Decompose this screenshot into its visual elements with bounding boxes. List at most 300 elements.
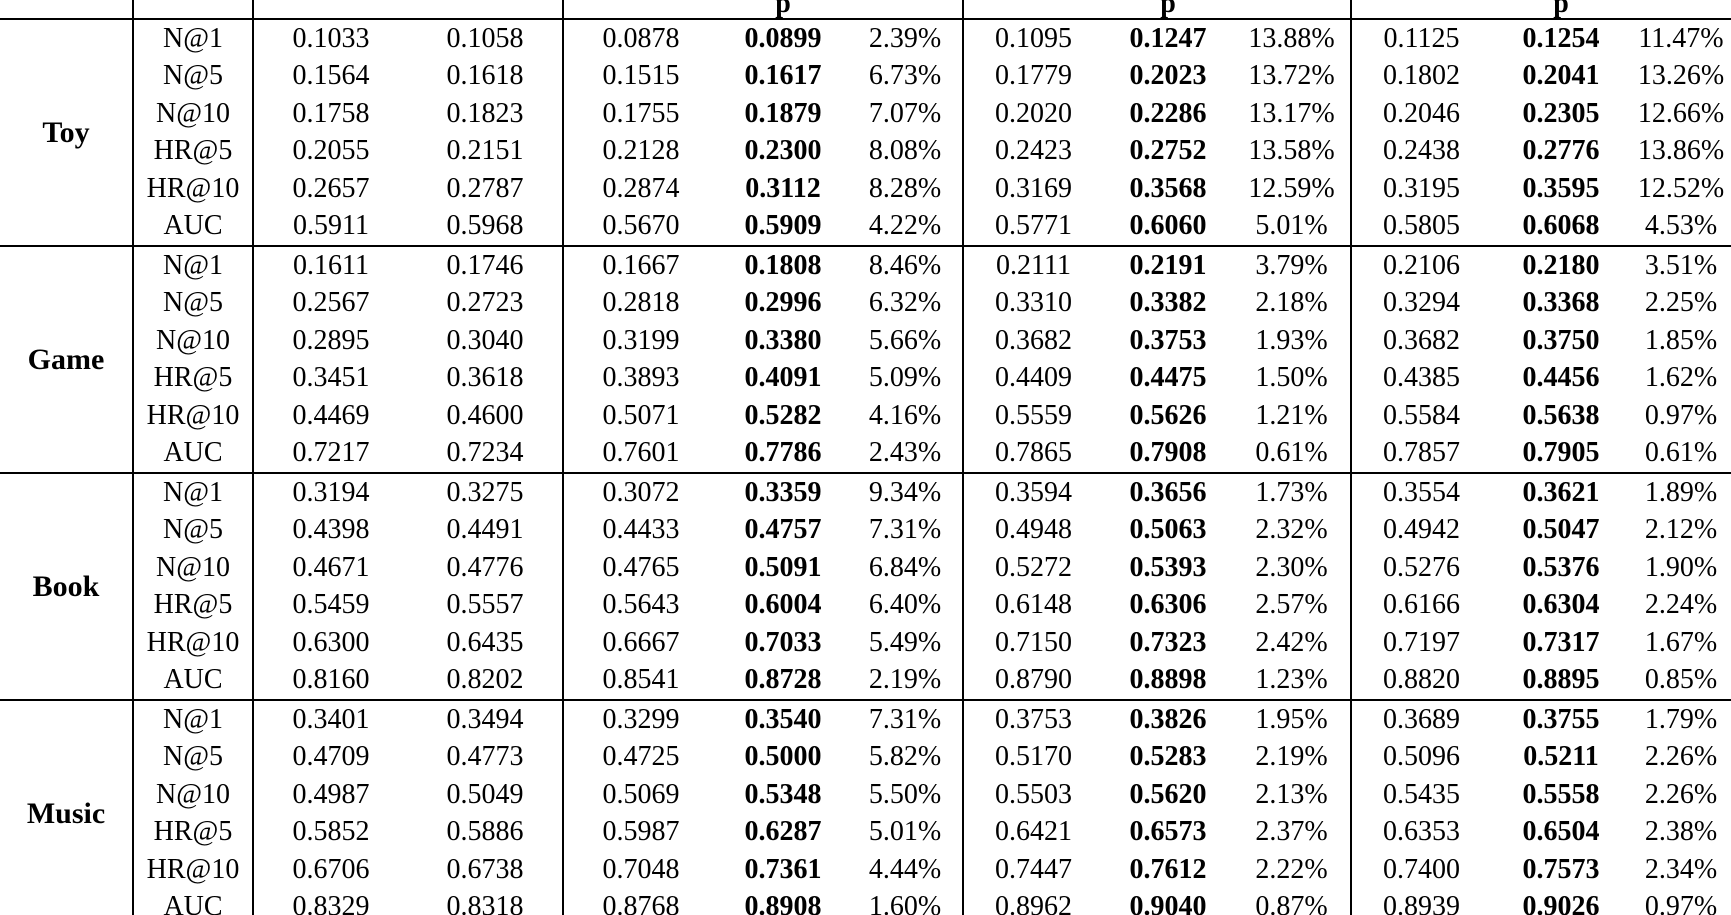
value-cell: 0.6738 [408,851,563,889]
value-cell: 2.37% [1233,814,1351,852]
value-cell: 0.4725 [602,741,680,773]
value-cell: 5.50% [848,776,963,814]
value-cell: 0.7323 [1129,626,1207,658]
value-cell: 0.97% [1631,889,1731,915]
value-cell: 0.2041 [1522,60,1600,92]
value-cell: 0.8898 [1103,662,1233,701]
value-cell: 13.58% [1233,133,1351,171]
value-cell: 0.5091 [744,551,822,583]
table-row [0,700,1731,739]
header-cell [963,0,1103,19]
value-cell: 12.66% [1637,97,1725,129]
value-cell: 0.5459 [292,589,370,621]
value-cell: 0.3451 [292,362,370,394]
value-cell: 0.2023 [1129,60,1207,92]
value-cell: 0.6667 [602,626,680,658]
value-cell: 0.2895 [292,324,370,356]
value-cell: 0.1617 [744,60,822,92]
value-cell: 0.4456 [1522,362,1600,394]
value-cell: 0.7048 [602,853,680,885]
metric-label: N@1 [133,473,253,512]
value-cell: 0.8820 [1351,662,1491,701]
value-cell: 3.51% [1631,246,1731,285]
value-cell: 0.4469 [292,399,370,431]
value-cell: 0.7865 [963,435,1103,474]
table-row [0,889,1731,915]
metric-label: N@1 [133,19,253,58]
value-cell: 4.44% [848,851,963,889]
value-cell: 0.6306 [1129,589,1207,621]
value-cell: 0.2776 [1522,135,1600,167]
table-row [0,624,1731,662]
metric-label: N@5 [133,739,253,777]
value-cell: 0.8318 [408,889,563,915]
header-cell: p [1160,0,1176,19]
value-cell: 2.19% [848,662,963,701]
metric-label: AUC [133,889,253,915]
value-cell: 2.22% [1233,851,1351,889]
value-cell: 0.3359 [718,473,848,512]
metric-label: HR@10 [133,624,253,662]
value-cell: 0.6068 [1491,208,1631,247]
value-cell: 4.16% [848,397,963,435]
value-cell: 2.13% [1233,776,1351,814]
value-cell: 0.5000 [744,741,822,773]
value-cell: 0.7400 [1383,853,1460,885]
value-cell: 0.3072 [563,473,718,512]
value-cell: 0.5063 [1129,514,1207,546]
value-cell: 0.4398 [292,514,370,546]
value-cell: 0.5620 [1129,778,1207,810]
value-cell: 8.08% [848,133,963,171]
metric-label: AUC [133,435,253,474]
value-cell: 0.2055 [292,135,370,167]
value-cell: 1.67% [1644,626,1718,658]
value-cell: 0.8329 [253,889,408,915]
value-cell: 0.1254 [1491,19,1631,58]
value-cell: 0.6060 [1103,208,1233,247]
value-cell: 0.3494 [408,700,563,739]
table-row [0,512,1731,550]
value-cell: 0.5559 [995,399,1072,431]
value-cell: 0.8541 [563,662,718,701]
value-cell: 0.3040 [408,322,563,360]
value-cell: 0.3753 [963,700,1103,739]
table-row [0,473,1731,512]
value-cell: 0.6148 [995,589,1072,621]
value-cell: 5.49% [848,624,963,662]
metric-label: HR@5 [133,587,253,625]
value-cell: 0.7908 [1103,435,1233,474]
value-cell: 0.3368 [1522,287,1600,319]
value-cell: 1.95% [1233,700,1351,739]
value-cell: 7.31% [848,512,963,550]
value-cell: 0.1033 [253,19,408,58]
value-cell: 0.9026 [1491,889,1631,915]
value-cell: 0.4776 [408,549,563,587]
value-cell: 0.2657 [292,172,370,204]
value-cell: 0.7197 [1383,626,1460,658]
value-cell: 0.1779 [995,60,1072,92]
value-cell: 0.3199 [602,324,680,356]
value-cell: 0.2818 [602,287,680,319]
value-cell: 0.3294 [1383,287,1460,319]
value-cell: 0.4987 [292,778,370,810]
value-cell: 0.3195 [1383,172,1460,204]
value-cell: 0.3893 [602,362,680,394]
value-cell: 7.07% [848,95,963,133]
value-cell: 0.8939 [1351,889,1491,915]
value-cell: 0.7217 [253,435,408,474]
value-cell: 0.8160 [253,662,408,701]
value-cell: 0.3755 [1491,700,1631,739]
value-cell: 0.7150 [995,626,1072,658]
value-cell: 0.3595 [1522,172,1600,204]
table-row [0,776,1731,814]
value-cell: 0.2111 [963,246,1103,285]
header-cell [563,0,718,19]
value-cell: 2.57% [1233,587,1351,625]
value-cell: 0.7857 [1351,435,1491,474]
value-cell: 0.6435 [408,624,563,662]
value-cell: 0.2106 [1351,246,1491,285]
value-cell: 0.3753 [1129,324,1207,356]
value-cell: 0.5584 [1383,399,1460,431]
value-cell: 2.24% [1644,589,1718,621]
metric-label: N@5 [133,58,253,96]
value-cell: 0.3826 [1103,700,1233,739]
header-cell: p [775,0,791,19]
value-cell: 0.1515 [602,60,680,92]
value-cell: 0.5911 [253,208,408,247]
value-cell: 0.6706 [292,853,370,885]
value-cell: 0.3540 [718,700,848,739]
table-row [0,814,1731,852]
metric-label: N@10 [133,322,253,360]
value-cell: 0.7601 [563,435,718,474]
value-cell: 1.90% [1644,551,1718,583]
header-cell [1233,0,1351,19]
value-cell: 0.2723 [408,285,563,323]
value-cell: 0.5852 [292,816,370,848]
value-cell: 0.3169 [995,172,1072,204]
value-cell: 0.1564 [292,60,370,92]
header-cell [1351,0,1491,19]
value-cell: 4.53% [1631,208,1731,247]
value-cell: 0.97% [1644,399,1718,431]
value-cell: 0.2128 [602,135,680,167]
value-cell: 0.7786 [718,435,848,474]
value-cell: 0.1746 [408,246,563,285]
value-cell: 1.23% [1233,662,1351,701]
value-cell: 0.3656 [1103,473,1233,512]
value-cell: 0.5376 [1522,551,1600,583]
value-cell: 0.5170 [995,741,1072,773]
value-cell: 0.3750 [1522,324,1600,356]
value-cell: 0.6287 [744,816,822,848]
value-cell: 0.7361 [744,853,822,885]
value-cell: 0.85% [1631,662,1731,701]
value-cell: 0.5049 [408,776,563,814]
table-row [0,360,1731,398]
value-cell: 0.2423 [995,135,1072,167]
value-cell: 0.4475 [1129,362,1207,394]
value-cell: 0.3310 [995,287,1072,319]
value-cell: 0.7612 [1129,853,1207,885]
table-row [0,208,1731,247]
value-cell: 0.2020 [995,97,1072,129]
dataset-label: Music [0,700,133,915]
value-cell: 2.25% [1644,287,1718,319]
value-cell: 2.30% [1233,549,1351,587]
metric-label: N@10 [133,549,253,587]
value-cell: 0.7905 [1491,435,1631,474]
value-cell: 0.2300 [744,135,822,167]
value-cell: 0.6300 [292,626,370,658]
table-row [0,549,1731,587]
value-cell: 0.4433 [602,514,680,546]
value-cell: 2.18% [1233,285,1351,323]
value-cell: 0.3682 [995,324,1072,356]
value-cell: 0.61% [1631,435,1731,474]
value-cell: 0.1808 [718,246,848,285]
table-row [0,662,1731,701]
value-cell: 0.7317 [1522,626,1600,658]
value-cell: 2.26% [1644,778,1718,810]
table-row [0,170,1731,208]
value-cell: 0.2787 [408,170,563,208]
value-cell: 0.5886 [408,814,563,852]
value-cell: 0.5638 [1522,399,1600,431]
value-cell: 0.6004 [744,589,822,621]
metric-label: HR@5 [133,133,253,171]
value-cell: 2.12% [1644,514,1718,546]
value-cell: 2.39% [848,19,963,58]
dataset-label: Game [0,246,133,473]
value-cell: 4.22% [848,208,963,247]
value-cell: 0.2438 [1383,135,1460,167]
header-cell [848,0,963,19]
table-row [0,851,1731,889]
value-cell: 0.6166 [1383,589,1460,621]
header-cell [133,0,253,19]
value-cell: 6.32% [848,285,963,323]
value-cell: 0.61% [1233,435,1351,474]
value-cell: 0.1247 [1103,19,1233,58]
value-cell: 0.2305 [1522,97,1600,129]
value-cell: 9.34% [848,473,963,512]
value-cell: 0.3112 [745,172,821,204]
value-cell: 0.1095 [963,19,1103,58]
value-cell: 0.5670 [563,208,718,247]
value-cell: 0.5348 [744,778,822,810]
table-row [0,58,1731,96]
value-cell: 0.4491 [408,512,563,550]
value-cell: 0.4948 [995,514,1072,546]
value-cell: 0.3621 [1491,473,1631,512]
value-cell: 0.5283 [1129,741,1207,773]
value-cell: 0.6573 [1129,816,1207,848]
header-cell [253,0,408,19]
value-cell: 0.8895 [1491,662,1631,701]
table-row [0,739,1731,777]
value-cell: 0.5071 [602,399,680,431]
value-cell: 0.3568 [1129,172,1207,204]
value-cell: 1.85% [1644,324,1718,356]
metric-label: N@10 [133,776,253,814]
value-cell: 0.1879 [744,97,822,129]
value-cell: 2.19% [1233,739,1351,777]
value-cell: 0.0899 [718,19,848,58]
table-row [0,322,1731,360]
value-cell: 0.7573 [1522,853,1600,885]
value-cell: 2.43% [848,435,963,474]
value-cell: 0.6304 [1522,589,1600,621]
value-cell: 0.1058 [408,19,563,58]
table-row [0,19,1731,58]
value-cell: 0.6421 [995,816,1072,848]
value-cell: 5.66% [848,322,963,360]
value-cell: 0.9040 [1103,889,1233,915]
value-cell: 0.1618 [408,58,563,96]
value-cell: 0.4091 [744,362,822,394]
value-cell: 5.01% [1233,208,1351,247]
value-cell: 0.5211 [1523,741,1599,773]
value-cell: 13.17% [1233,95,1351,133]
value-cell: 0.5557 [408,587,563,625]
value-cell: 12.52% [1637,172,1725,204]
value-cell: 1.21% [1233,397,1351,435]
dataset-label: Toy [0,19,133,246]
value-cell: 1.79% [1631,700,1731,739]
value-cell: 0.5771 [963,208,1103,247]
value-cell: 0.2567 [292,287,370,319]
value-cell: 0.4757 [744,514,822,546]
value-cell: 0.5909 [718,208,848,247]
value-cell: 6.73% [848,58,963,96]
value-cell: 6.84% [848,549,963,587]
value-cell: 0.5282 [744,399,822,431]
value-cell: 13.86% [1637,135,1725,167]
value-cell: 0.1755 [602,97,680,129]
value-cell: 8.46% [848,246,963,285]
value-cell: 2.26% [1644,741,1718,773]
table-row [0,397,1731,435]
value-cell: 2.38% [1644,816,1718,848]
value-cell: 0.2151 [408,133,563,171]
header-cell [0,0,133,19]
value-cell: 0.7447 [995,853,1072,885]
value-cell: 1.62% [1644,362,1718,394]
value-cell: 0.5272 [995,551,1072,583]
value-cell: 0.4773 [408,739,563,777]
metric-label: HR@10 [133,170,253,208]
value-cell: 0.3299 [563,700,718,739]
value-cell: 0.2180 [1491,246,1631,285]
metric-label: N@10 [133,95,253,133]
value-cell: 0.5643 [602,589,680,621]
value-cell: 0.1758 [292,97,370,129]
value-cell: 0.5276 [1383,551,1460,583]
value-cell: 0.3594 [963,473,1103,512]
value-cell: 0.3382 [1129,287,1207,319]
value-cell: 0.3401 [253,700,408,739]
value-cell: 0.4709 [292,741,370,773]
value-cell: 0.2874 [602,172,680,204]
metric-label: HR@5 [133,814,253,852]
value-cell: 0.3689 [1351,700,1491,739]
value-cell: 5.82% [848,739,963,777]
value-cell: 0.87% [1233,889,1351,915]
table-row [0,285,1731,323]
value-cell: 0.2046 [1383,97,1460,129]
value-cell: 0.2752 [1129,135,1207,167]
value-cell: 0.5503 [995,778,1072,810]
header-row-cropped [0,0,1731,19]
value-cell: 0.7234 [408,435,563,474]
value-cell: 0.5096 [1383,741,1460,773]
value-cell: 0.5968 [408,208,563,247]
value-cell: 0.8790 [963,662,1103,701]
table-row [0,95,1731,133]
metric-label: HR@10 [133,851,253,889]
metric-label: N@5 [133,512,253,550]
dataset-label: Book [0,473,133,700]
table-row [0,133,1731,171]
value-cell: 0.5069 [602,778,680,810]
value-cell: 6.40% [848,587,963,625]
value-cell: 11.47% [1631,19,1731,58]
value-cell: 2.34% [1644,853,1718,885]
value-cell: 13.88% [1233,19,1351,58]
value-cell: 13.72% [1233,58,1351,96]
value-cell: 0.6353 [1383,816,1460,848]
value-cell: 2.32% [1233,512,1351,550]
value-cell: 0.3682 [1383,324,1460,356]
metric-label: HR@5 [133,360,253,398]
value-cell: 1.89% [1631,473,1731,512]
value-cell: 0.1667 [563,246,718,285]
metric-label: N@1 [133,246,253,285]
value-cell: 0.4600 [408,397,563,435]
value-cell: 0.8202 [408,662,563,701]
value-cell: 1.60% [848,889,963,915]
metric-label: HR@10 [133,397,253,435]
value-cell: 0.6504 [1522,816,1600,848]
header-cell [408,0,563,19]
value-cell: 8.28% [848,170,963,208]
value-cell: 2.42% [1233,624,1351,662]
value-cell: 1.73% [1233,473,1351,512]
value-cell: 0.3380 [744,324,822,356]
metric-label: AUC [133,208,253,247]
value-cell: 0.3194 [253,473,408,512]
value-cell: 0.1823 [408,95,563,133]
value-cell: 0.2191 [1103,246,1233,285]
table-row [0,435,1731,474]
value-cell: 0.5987 [602,816,680,848]
value-cell: 0.5626 [1129,399,1207,431]
value-cell: 0.3275 [408,473,563,512]
value-cell: 13.26% [1637,60,1725,92]
table-row [0,246,1731,285]
metric-label: N@1 [133,700,253,739]
value-cell: 1.93% [1233,322,1351,360]
value-cell: 0.8768 [563,889,718,915]
value-cell: 5.01% [848,814,963,852]
header-cell: p [1553,0,1569,19]
value-cell: 0.4942 [1383,514,1460,546]
